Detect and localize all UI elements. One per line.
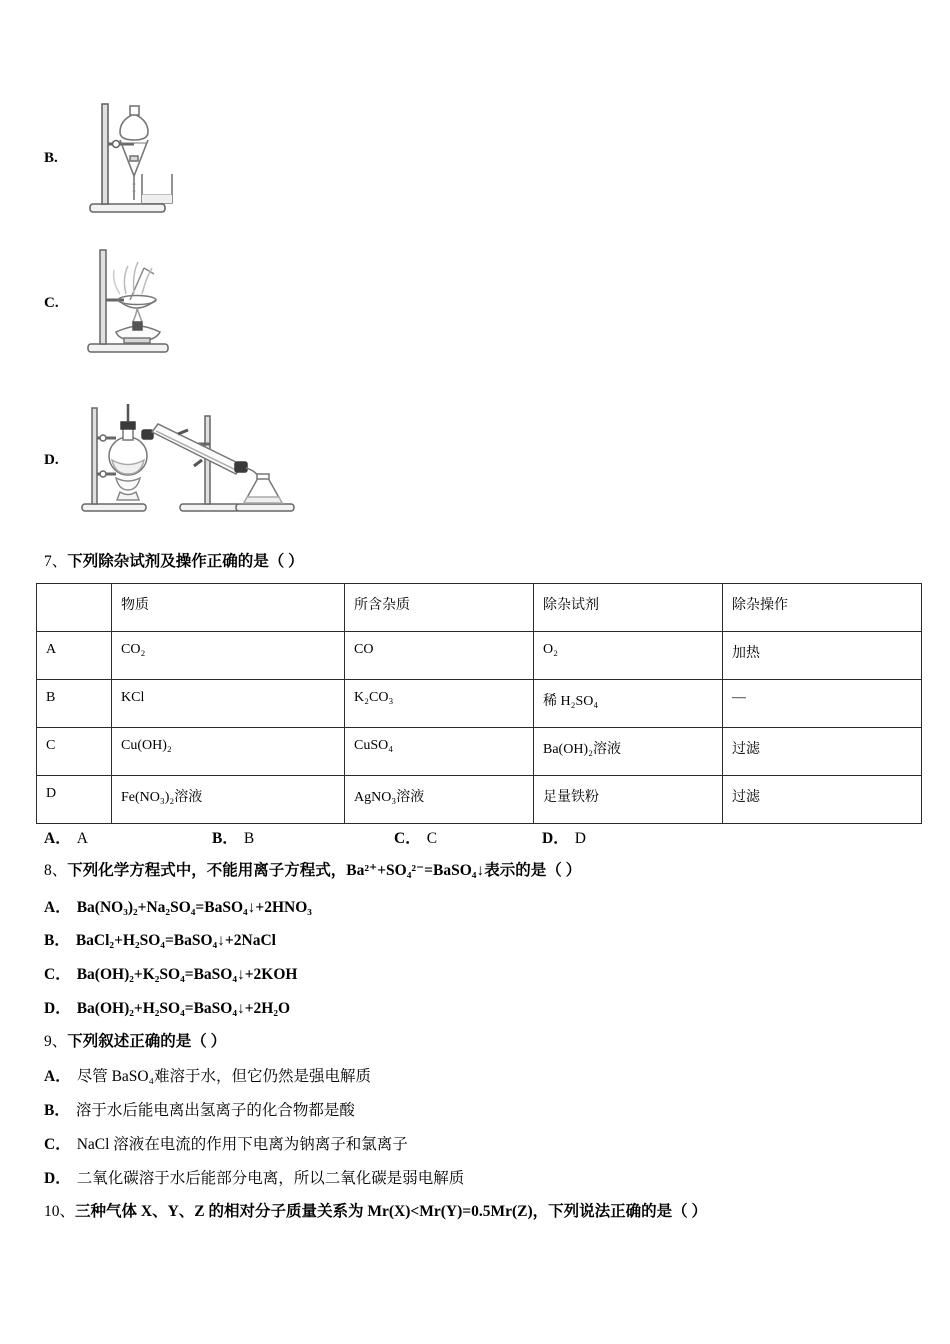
question-8-choice-a[interactable] [44,895,312,917]
table-cell-substance: Fe(NO₃)₂溶液 [112,776,345,824]
table-cell-reagent: O₂ [534,632,723,680]
question-9-text: 下列叙述正确的是（ ） [67,1033,227,1050]
question-8-choice-c[interactable] [44,962,297,984]
table-row [37,776,922,824]
question-8-text-prefix: 下列化学方程式中，不能用离子方程式， [67,862,347,879]
table-cell-key: B [37,680,112,728]
question-7-heading [44,550,304,573]
choice-label: B． [44,1102,70,1119]
choice-text: 溶于水后能电离出氢离子的化合物都是酸 [75,1102,355,1119]
choice-label: A． [44,830,71,847]
choice-text: 二氧化碳溶于水后能部分电离，所以二氧化碳是弱电解质 [76,1170,465,1187]
table-cell-reagent: 稀 H₂SO₄ [534,680,723,728]
question-7-choices [44,826,586,848]
question-8-choice-d[interactable] [44,996,290,1018]
table-header-reagent: 除杂试剂 [534,584,723,632]
question-10-text: 三种气体 X、Y、Z 的相对分子质量关系为 Mr(X)<Mr(Y)=0.5Mr(Z)，下列说法正确的是（ ） [75,1203,708,1220]
table-cell-impurity: CO [345,632,534,680]
question-7-choice-a[interactable] [44,826,212,848]
question-8-number: 8、 [44,862,68,879]
table-row [37,728,922,776]
table-header-substance: 物质 [112,584,345,632]
choice-text: Ba(OH)₂+K₂SO₄=BaSO₄↓+2KOH [76,966,298,983]
apparatus-option-c-label: C. [44,294,59,311]
table-header-row [37,584,922,632]
question-8-heading [44,859,581,882]
choice-text: A [76,830,88,847]
choice-text: C [426,830,438,847]
table-cell-key: C [37,728,112,776]
choice-text: BaCl₂+H₂SO₄=BaSO₄↓+2NaCl [75,932,276,949]
distillation-apparatus-icon [72,404,312,516]
choice-text: D [574,830,586,847]
table-header-impurity: 所含杂质 [345,584,534,632]
choice-text: NaCl 溶液在电流的作用下电离为钠离子和氯离子 [76,1136,408,1153]
question-7-choice-d[interactable] [542,826,586,848]
choice-label: D． [44,1000,71,1017]
table-cell-substance: KCl [112,680,345,728]
choice-text: B [243,830,255,847]
question-9-heading [44,1030,226,1053]
question-7-number: 7、 [44,553,68,570]
table-cell-operation: — [723,680,922,728]
choice-label: B． [44,932,70,949]
evaporating-dish-heating-icon [72,244,202,362]
table-cell-impurity: AgNO₃溶液 [345,776,534,824]
table-cell-reagent: Ba(OH)₂溶液 [534,728,723,776]
choice-label: D． [44,1170,71,1187]
table-cell-impurity: CuSO₄ [345,728,534,776]
question-8-text-suffix: 表示的是（ ） [484,862,582,879]
impurity-removal-table [36,583,922,824]
table-cell-operation: 加热 [723,632,922,680]
apparatus-option-c [44,244,202,362]
choice-label: A． [44,1068,71,1085]
question-7-choice-b[interactable] [212,826,394,848]
table-header-key [37,584,112,632]
table-header-operation: 除杂操作 [723,584,922,632]
choice-label: A． [44,899,71,916]
table-cell-substance: CO₂ [112,632,345,680]
choice-text: Ba(OH)₂+H₂SO₄=BaSO₄↓+2H₂O [76,1000,291,1017]
apparatus-option-d-label: D. [44,451,59,468]
table-cell-key: A [37,632,112,680]
separatory-funnel-on-stand-icon [72,96,202,221]
table-cell-reagent: 足量铁粉 [534,776,723,824]
table-row [37,680,922,728]
choice-label: C． [44,1136,71,1153]
table-cell-key: D [37,776,112,824]
question-9-choice-a[interactable] [44,1064,371,1086]
apparatus-option-b [44,96,202,221]
table-cell-substance: Cu(OH)₂ [112,728,345,776]
table-cell-operation: 过滤 [723,728,922,776]
question-9-choice-b[interactable] [44,1098,355,1120]
choice-label: C． [44,966,71,983]
table-row [37,632,922,680]
question-10-heading [44,1200,707,1223]
table-cell-operation: 过滤 [723,776,922,824]
choice-label: C． [394,830,421,847]
question-8-equation: Ba²⁺+SO₄²⁻=BaSO₄↓ [346,862,485,879]
table-cell-impurity: K₂CO₃ [345,680,534,728]
apparatus-option-d [44,404,312,516]
choice-label: B． [212,830,238,847]
question-8-choice-b[interactable] [44,928,276,950]
choice-text: Ba(NO₃)₂+Na₂SO₄=BaSO₄↓+2HNO₃ [76,899,312,916]
question-10-number: 10、 [44,1203,76,1220]
question-7-choice-c[interactable] [394,826,542,848]
question-9-number: 9、 [44,1033,68,1050]
choice-text: 尽管 BaSO₄难溶于水，但它仍然是强电解质 [76,1068,372,1085]
question-7-text: 下列除杂试剂及操作正确的是（ ） [67,553,304,570]
apparatus-option-b-label: B. [44,150,58,166]
question-9-choice-d[interactable] [44,1166,464,1188]
choice-label: D． [542,830,569,847]
question-9-choice-c[interactable] [44,1132,408,1154]
